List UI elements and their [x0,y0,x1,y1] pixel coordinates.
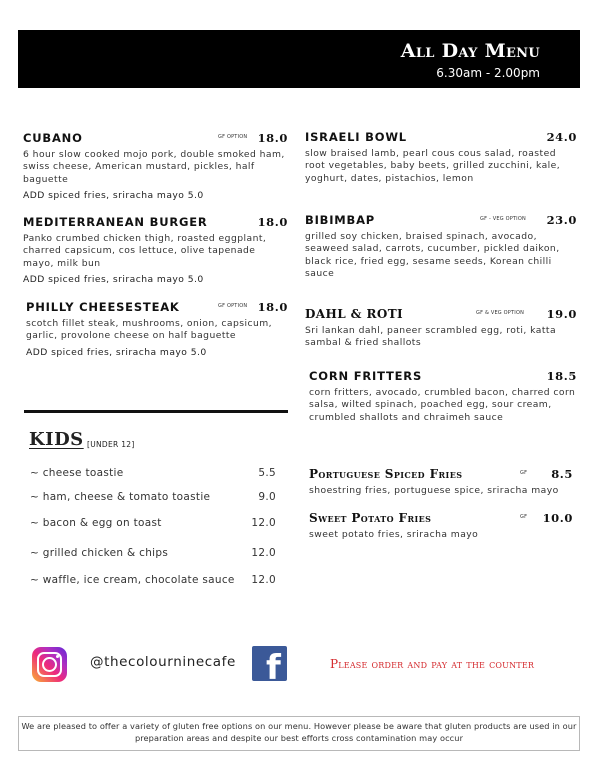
item-description: shoestring fries, portuguese spice, sriracha mayo [309,485,559,496]
kids-item-label: ~ waffle, ice cream, chocolate sauce [30,574,235,586]
item-description: Panko crumbed chicken thigh, roasted eggplant, charred capsicum, cos lettuce, olive tapenade mayo, milk bun [23,233,267,269]
item-description: Sri lankan dahl, paneer scrambled egg, roti, katta sambal & fried shallots [305,325,557,349]
item-description: 6 hour slow cooked mojo pork, double smoked ham, swiss cheese, American mustard, pickles, half baguette [23,149,285,185]
item-tag: GF [520,470,528,476]
item-name: BIBIMBAP [305,213,376,227]
kids-item-price: 5.5 [258,467,276,479]
menu-item-dahl-roti [305,307,577,350]
kids-item-price: 12.0 [251,517,276,529]
item-tag: GF & VEG OPTION [476,310,525,316]
kids-item-label: ~ ham, cheese & tomato toastie [30,491,211,503]
section-divider [24,410,288,413]
item-name: Sweet Potato Fries [309,511,432,525]
item-tag: GF - VEG OPTION [480,216,526,222]
kids-item [30,491,276,505]
item-price: 18.0 [257,300,288,314]
menu-item-israeli-bowl [305,130,577,185]
item-description: corn fritters, avocado, crumbled bacon, charred corn salsa, wilted spinach, poached egg, sour cream, crumbled shallots and chraimeh sauce [309,387,576,423]
kids-item-price: 9.0 [258,491,276,503]
item-name: DAHL & ROTI [305,307,404,321]
kids-item-price: 12.0 [251,547,276,559]
gluten-notice [18,716,580,751]
kids-item [30,467,276,481]
item-description: slow braised lamb, pearl cous cous salad, roasted root vegetables, baby beets, grilled zucchini, kale, yoghurt, dates, pistachios, lemon [305,148,561,184]
kids-subtitle: [UNDER 12] [87,440,135,449]
menu-header-banner [18,30,580,88]
gluten-notice-text: We are pleased to offer a variety of gluten free options on our menu. However please be aware that gluten products are used in our preparation areas and despite our best efforts cross contamination may occur [21,721,577,743]
item-price: 23.0 [546,213,577,227]
menu-item-corn-fritters [309,369,577,424]
menu-item-portuguese-spiced-fries [309,467,573,497]
item-tag: GF [520,514,528,520]
item-name: CORN FRITTERS [309,369,423,383]
item-price: 18.0 [257,131,288,145]
social-handle: @thecolourninecafe [90,654,236,670]
menu-item-philly-cheesesteak [26,300,288,358]
item-price: 24.0 [546,130,577,144]
item-name: Portuguese Spiced Fries [309,467,463,481]
kids-item-label: ~ cheese toastie [30,467,124,479]
menu-hours: 6.30am - 2.00pm [436,66,540,80]
kids-item [30,547,276,561]
item-price: 8.5 [551,467,573,481]
kids-title: KIDS [29,429,84,450]
item-price: 18.5 [546,369,577,383]
kids-item [30,574,276,588]
item-tag: GF OPTION [218,303,248,309]
item-tag: GF OPTION [218,134,248,140]
menu-item-cubano [23,131,288,201]
item-price: 19.0 [546,307,577,321]
menu-item-mediterranean-burger [23,215,288,285]
menu-item-bibimbap [305,213,577,281]
item-name: PHILLY CHEESESTEAK [26,300,180,314]
item-addon: ADD spiced fries, sriracha mayo 5.0 [26,346,207,358]
item-name: ISRAELI BOWL [305,130,407,144]
kids-item-price: 12.0 [251,574,276,586]
item-price: 18.0 [257,215,288,229]
item-name: MEDITERRANEAN BURGER [23,215,208,229]
kids-item [30,517,276,531]
item-price: 10.0 [542,511,573,525]
item-description: sweet potato fries, sriracha mayo [309,529,479,540]
item-description: grilled soy chicken, braised spinach, avocado, seaweed salad, carrots, cucumber, pickled daikon, black rice, fried egg, sesame seeds, Korean chilli sauce [305,231,560,280]
item-name: CUBANO [23,131,83,145]
menu-item-sweet-potato-fries [309,511,573,541]
menu-title: All Day Menu [400,40,540,62]
item-addon: ADD spiced fries, sriracha mayo 5.0 [23,190,204,202]
instagram-icon[interactable] [32,647,67,682]
kids-item-label: ~ grilled chicken & chips [30,547,169,559]
item-description: scotch fillet steak, mushrooms, onion, capsicum, garlic, provolone cheese on half baguette [26,318,273,342]
kids-item-label: ~ bacon & egg on toast [30,517,162,529]
item-addon: ADD spiced fries, sriracha mayo 5.0 [23,274,204,286]
facebook-icon[interactable]: f [252,646,287,681]
order-instructions: Please order and pay at the counter [330,657,535,671]
